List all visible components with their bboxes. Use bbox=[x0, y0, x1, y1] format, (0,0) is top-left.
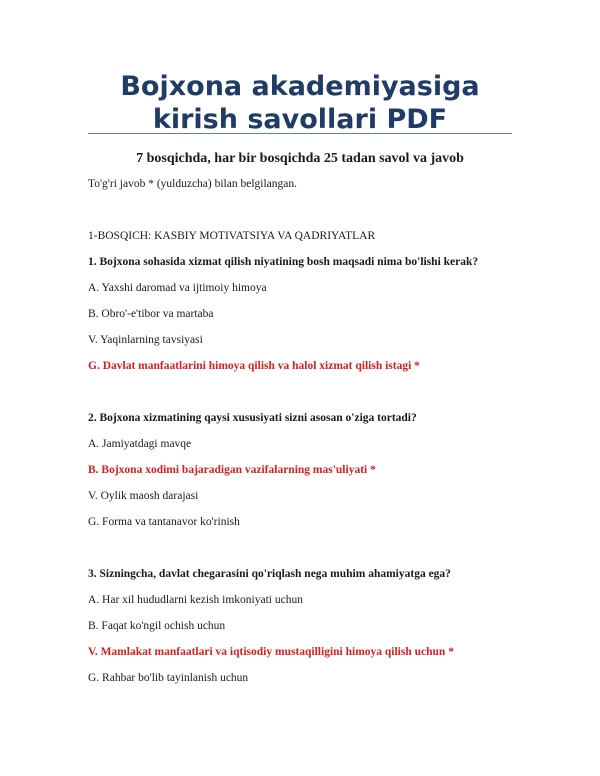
question-2-option-v: V. Oylik maosh darajasi bbox=[88, 490, 199, 502]
question-2-option-b-correct: B. Bojxona xodimi bajaradigan vazifalarning mas'uliyati * bbox=[88, 464, 376, 476]
question-2-option-a: A. Jamiyatdagi mavqe bbox=[88, 438, 192, 450]
question-3-option-v-correct: V. Mamlakat manfaatlari va iqtisodiy mustaqilligini himoya qilish uchun * bbox=[88, 646, 454, 658]
question-2-option-g: G. Forma va tantanavor ko'rinish bbox=[88, 516, 240, 528]
question-1-option-b: B. Obro'-e'tibor va martaba bbox=[88, 308, 214, 320]
question-3-option-g: G. Rahbar bo'lib tayinlanish uchun bbox=[88, 672, 249, 684]
question-1: 1. Bojxona sohasida xizmat qilish niyatining bosh maqsadi nima bo'lishi kerak? bbox=[88, 256, 479, 268]
question-1-option-a: A. Yaxshi daromad va ijtimoiy himoya bbox=[88, 282, 267, 294]
question-1-option-g-correct: G. Davlat manfaatlarini himoya qilish va halol xizmat qilish istagi * bbox=[88, 360, 420, 372]
question-3-option-b: B. Faqat ko'ngil ochish uchun bbox=[88, 620, 226, 632]
document-title bbox=[0, 70, 600, 136]
section-heading: 1-BOSQICH: KASBIY MOTIVATSIYA VA QADRIYATLAR bbox=[88, 230, 376, 242]
question-1-option-v: V. Yaqinlarning tavsiyasi bbox=[88, 334, 203, 346]
question-2: 2. Bojxona xizmatining qaysi xususiyati sizni asosan o'ziga tortadi? bbox=[88, 412, 417, 424]
document-subtitle: 7 bosqichda, har bir bosqichda 25 tadan savol va javob bbox=[136, 151, 464, 166]
title-line-1: Bojxona akademiyasiga bbox=[120, 71, 480, 102]
title-divider bbox=[88, 133, 512, 134]
question-3-option-a: A. Har xil hududlarni kezish imkoniyati uchun bbox=[88, 594, 303, 606]
title-line-2: kirish savollari PDF bbox=[152, 104, 448, 135]
question-3: 3. Sizningcha, davlat chegarasini qo'riqlash nega muhim ahamiyatga ega? bbox=[88, 568, 451, 580]
answer-key-note: To'g'ri javob * (yulduzcha) bilan belgilangan. bbox=[88, 178, 297, 190]
